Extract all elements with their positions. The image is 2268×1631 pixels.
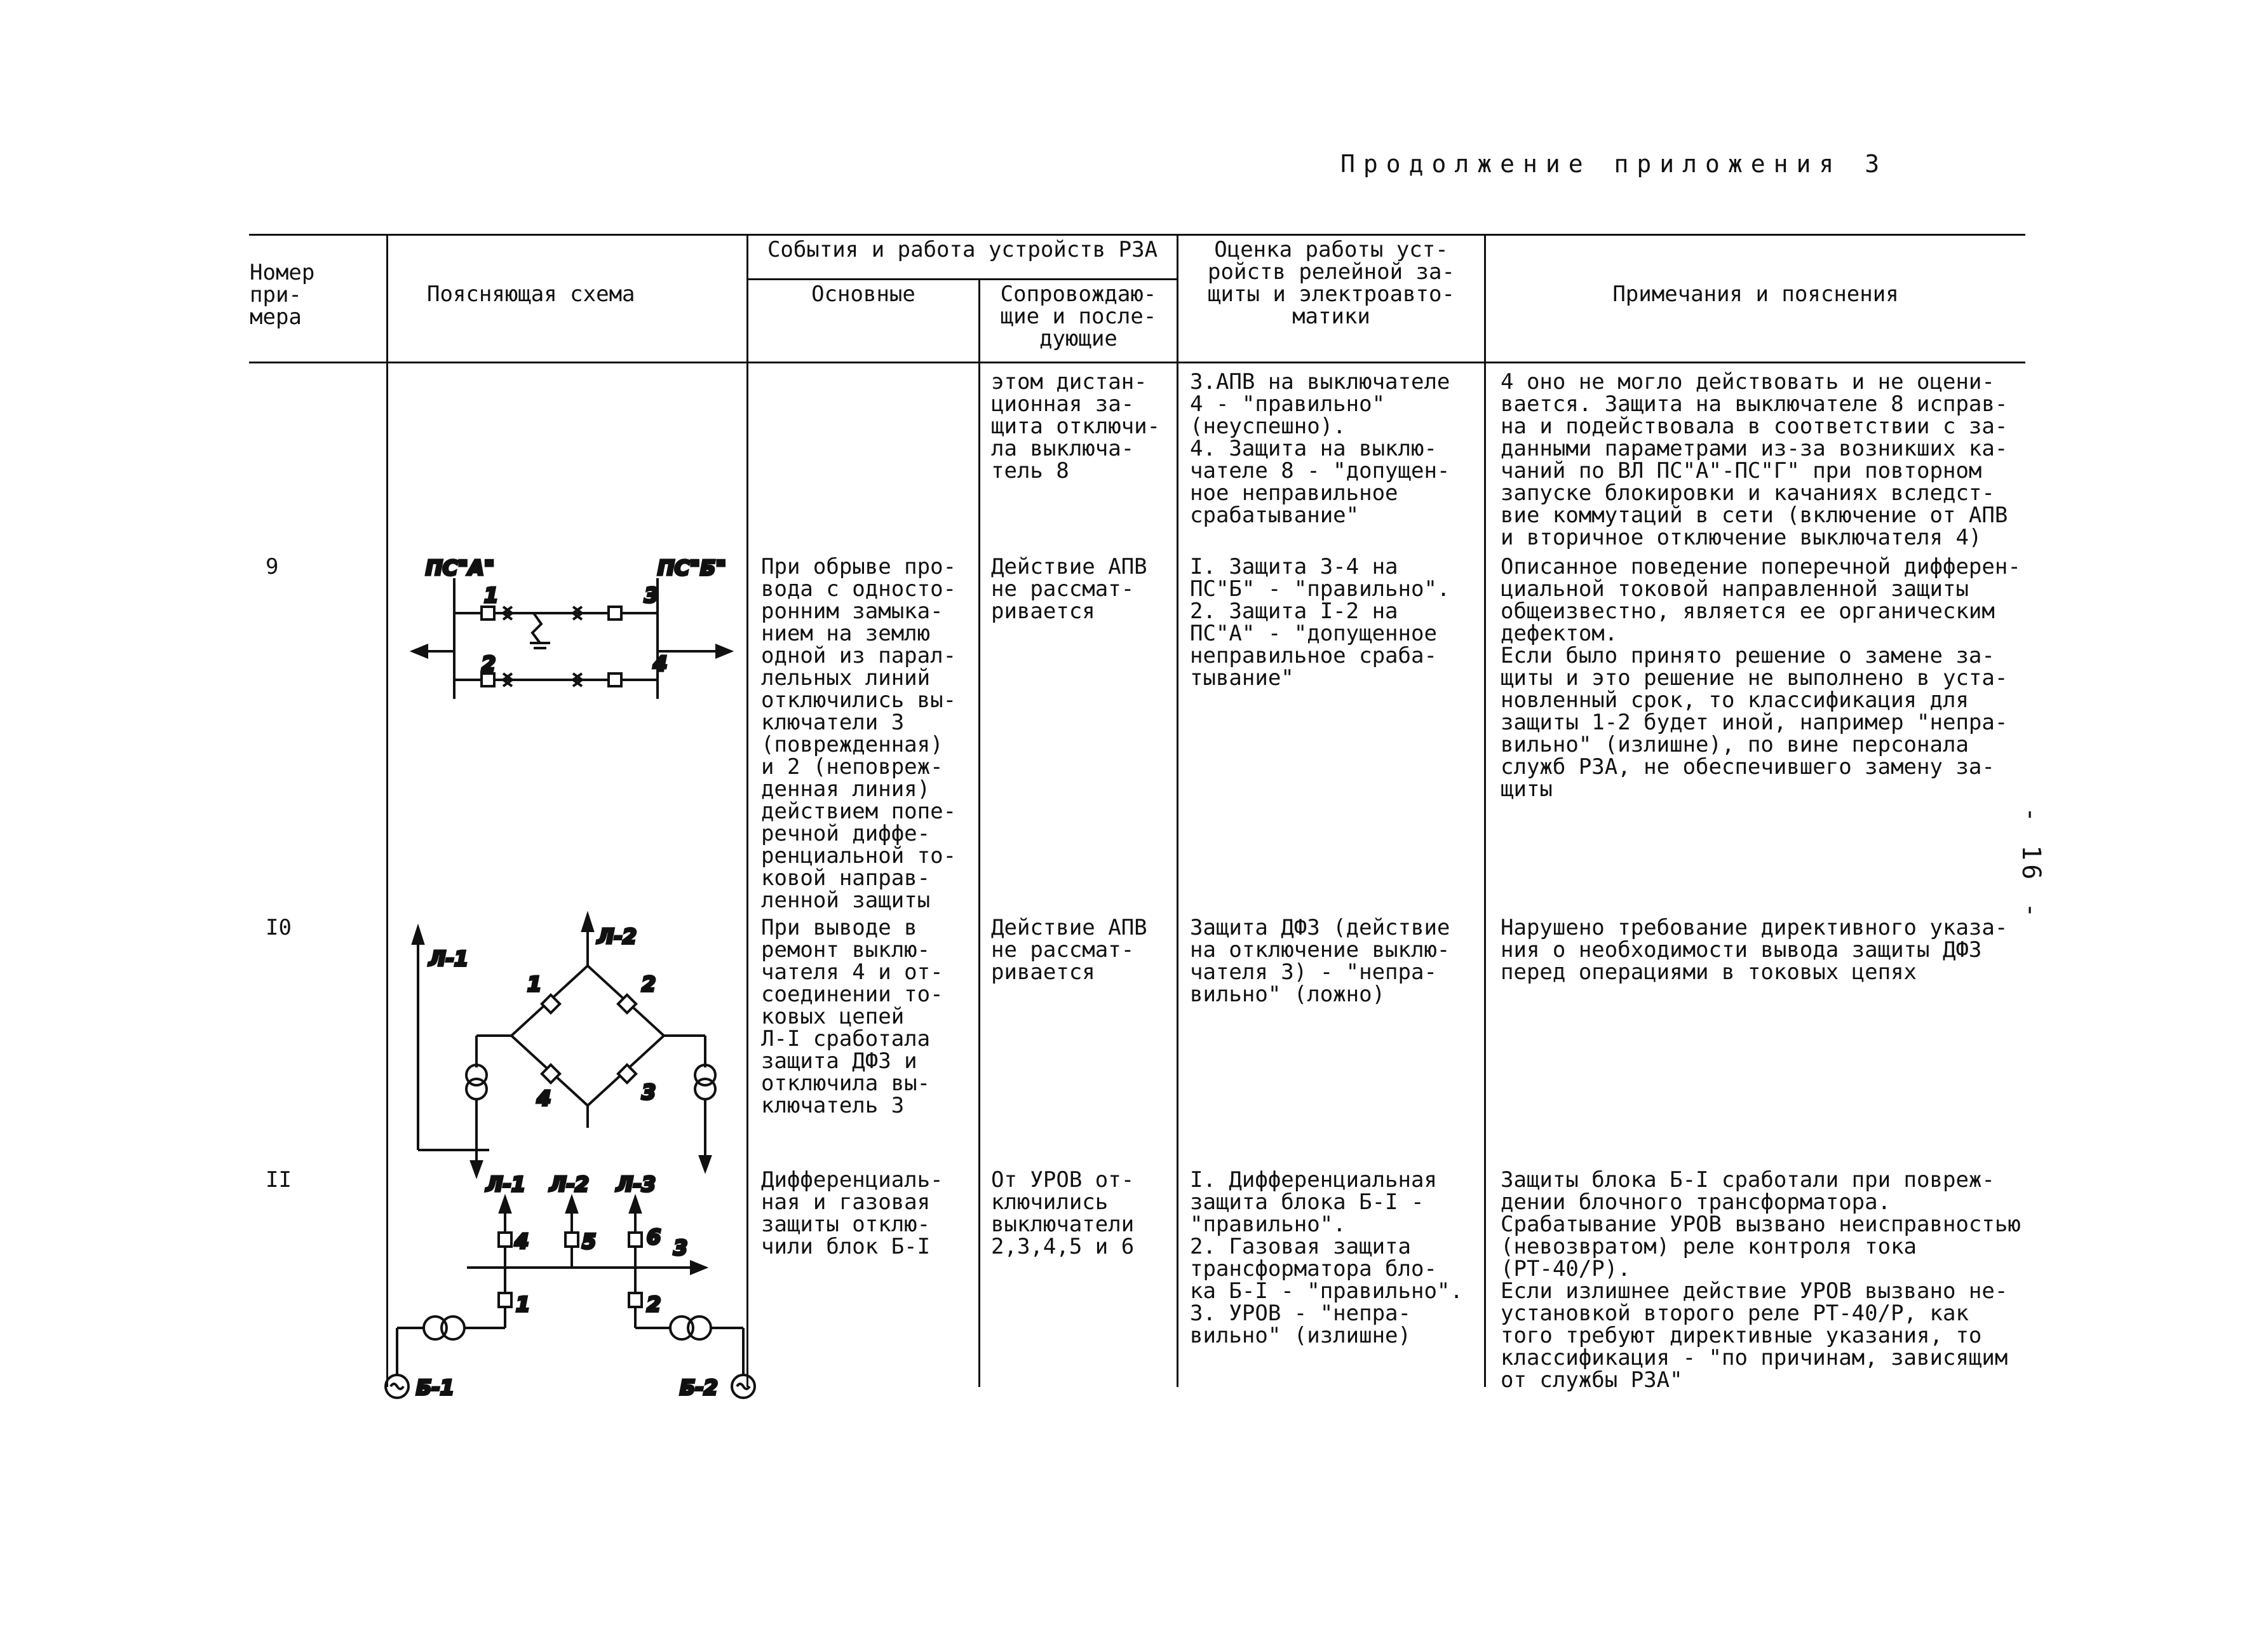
events-sub-rule [746,278,1177,280]
row3-number: II [266,1167,292,1193]
row1-main: При обрыве про- вода с односто- ронним замыка- нием на землю одной из парал- лельных линий отключились вы- ключатели 3 (поврежденная) и 2 (неповреж- денная линия) действием попе- речной диффе- ренциальной то- ковой направ- ленной защиты [761,554,957,913]
scheme-example-10 [407,909,750,1163]
header-bottom-rule [249,362,2025,363]
scheme10-line-1: Л-1 [429,947,469,971]
scheme11-line-2: Л-2 [550,1172,590,1196]
continuation-header: Продолжение приложения 3 [1340,150,1888,178]
row3-accompanying: От УРОВ от- ключились выключатели 2,3,4,5 и 6 [991,1167,1135,1259]
row3-main: Дифференциаль- ная и газовая защиты отклю- чили блок Б-I [761,1167,943,1259]
row0-accompanying: этом дистан- ционная за- щита отключи- ла выключа- тель 8 [991,369,1161,484]
row2-evaluation: Защита ДФЗ (действие на отключение выклю- чателя 3) - "непра- вильно" (ложно) [1190,915,1450,1007]
scheme-example-11 [381,1169,775,1423]
scheme9-switch-2: 2 [482,652,496,676]
header-events-group: События и работа устройств РЗА [767,237,1158,262]
fault-symbol [532,613,541,643]
switch-3-symbol [618,1065,636,1083]
col-rule-4 [1177,234,1178,1387]
switch-1-symbol [542,995,560,1013]
row2-main: При выводе в ремонт выклю- чателя 4 и от- соединении то- ковых цепей Л-I сработала защита ДФЗ и отключила вы- ключатель 3 [761,915,943,1118]
switch-1-symbol [482,607,494,619]
row1-number: 9 [266,554,279,579]
page-number: - 16 - [2016,807,2046,922]
row1-evaluation: I. Защита 3-4 на ПС"Б" - "правильно". 2. Защита I-2 на ПС"А" - "допущенное неправильное сраба- тывание" [1190,554,1450,691]
row3-notes: Защиты блока Б-I сработали при повреж- дении блочного трансформатора. Срабатывание УРОВ вызвано неисправностью (невозвратом) реле контроля тока (РТ-40/Р). Если излишнее действие УРОВ вызвано не- установкой второго реле РТ-40/Р, как того требуют директивные указания, то классификация - "по причинам, зависящим от службы РЗА" [1501,1167,2021,1393]
scheme9-switch-4: 4 [653,652,668,676]
scheme11-block-1: Б-1 [416,1376,454,1400]
scheme11-switch-2: 2 [647,1292,661,1316]
scheme11-line-3: Л-3 [616,1172,656,1196]
scheme11-switch-6: 6 [647,1225,661,1249]
scheme9-switch-1: 1 [484,583,499,607]
row0-notes: 4 оно не могло действовать и не оцени- вается. Защита на выключателе 8 исправ- на и подействовала в соответствии с за- данными параметрами из-за возникших ка- чаний по ВЛ ПС"А"-ПС"Г" при повторном запуске блокировки и качаниях вследст- вие коммутаций в сети (включение от АПВ и вторичное отключение выключателя 4) [1501,369,2008,550]
scheme11-switch-5: 5 [582,1229,597,1254]
row3-evaluation: I. Дифференциальная защита блока Б-I - "правильно". 2. Газовая защита трансформатора бло- ка Б-I - "правильно". 3. УРОВ - "непра- вильно" (излишне) [1190,1167,1463,1348]
col-rule-5 [1484,234,1486,1387]
scheme-example-9 [407,553,750,718]
switch-3-symbol [609,607,621,619]
scheme10-line-2: Л-2 [597,924,637,949]
scheme10-switch-3: 3 [642,1080,656,1104]
row1-notes: Описанное поведение поперечной дифферен- циальной токовой направленной защиты общеизвестно, является ее органическим дефектом. Если было принято решение о замене за- щиты и это решение не выполнено в уста- новленный срок, то классификация для защиты 1-2 будет иной, например "непра- вильно" (излишне), по вине персонала служб РЗА, не обеспечившего замену за- щиты [1501,554,2021,802]
row2-notes: Нарушено требование директивного указа- ния о необходимости вывода защиты ДФЗ перед операциями в токовых цепях [1501,915,2008,985]
switch-4-symbol [609,673,621,686]
row2-number: I0 [266,915,292,940]
header-number: Номер при- мера [250,260,315,330]
row1-accompanying: Действие АПВ не рассмат- ривается [991,554,1147,624]
scheme9-label-a: ПС"А" [426,556,495,580]
scheme10-switch-2: 2 [642,972,656,996]
scheme11-switch-3: 3 [673,1236,688,1260]
scheme9-label-b: ПС"Б" [658,556,726,580]
scheme11-block-2: Б-2 [680,1376,718,1400]
scheme10-switch-1: 1 [527,972,542,996]
scheme11-line-1: Л-1 [486,1172,526,1196]
row0-evaluation: 3.АПВ на выключателе 4 - "правильно" (неуспешно). 4. Защита на выклю- чателе 8 - "допущен- ное неправильное срабатывание" [1190,369,1450,528]
scheme11-switch-4: 4 [515,1229,529,1254]
switch-6-symbol [629,1233,642,1247]
row2-accompanying: Действие АПВ не рассмат- ривается [991,915,1147,985]
switch-5-symbol [565,1233,578,1247]
scheme9-switch-3: 3 [644,583,659,607]
header-accompanying: Сопровождаю- щие и после- дующие [1000,281,1157,351]
switch-2-symbol [629,1293,642,1307]
header-main: Основные [811,281,915,307]
scheme10-switch-4: 4 [537,1086,551,1111]
header-evaluation: Оценка работы уст- ройств релейной за- щиты и электроавто- матики [1208,237,1455,329]
col-rule-3 [978,278,980,1387]
switch-1-symbol [499,1293,511,1307]
table-top-rule [249,234,2025,236]
header-notes: Примечания и пояснения [1612,281,1899,307]
switch-4-symbol [499,1233,511,1247]
header-scheme: Поясняющая схема [427,281,635,307]
scheme11-switch-1: 1 [516,1292,530,1316]
